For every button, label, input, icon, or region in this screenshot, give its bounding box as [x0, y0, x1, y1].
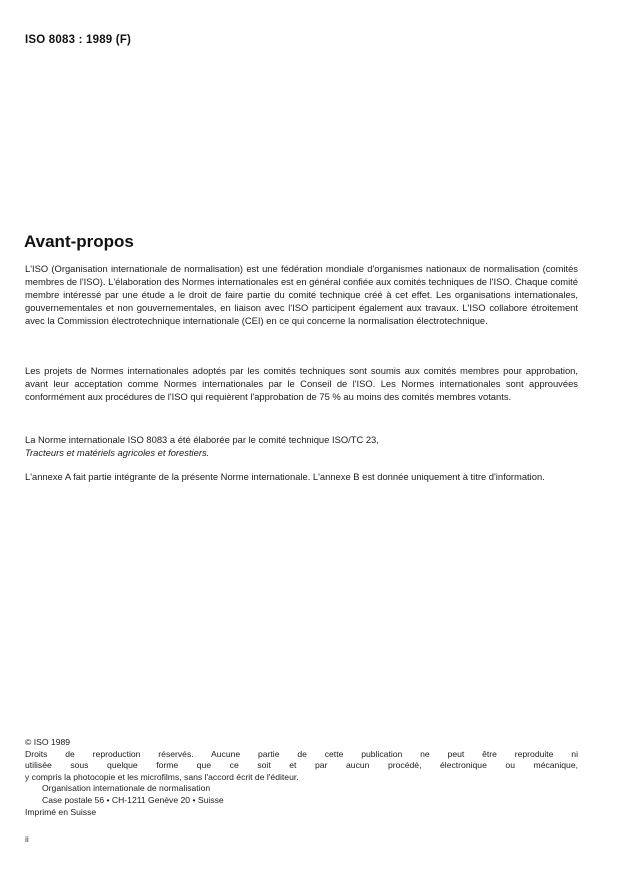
organisation-name: Organisation internationale de normalisation — [42, 783, 211, 794]
committee-text: La Norme internationale ISO 8083 a été élaborée par le comité technique ISO/TC 23, — [25, 434, 379, 445]
organisation-address: Case postale 56 • CH-1211 Genève 20 • Suisse — [42, 794, 224, 805]
paragraph-annexes: L'annexe A fait partie intégrante de la présente Norme internationale. L'annexe B est donnée uniquement à titre d'information. — [25, 471, 545, 482]
paragraph-committee — [25, 434, 578, 460]
rights-line-2: utilisée sous quelque forme que ce soit et par aucun procédé, électronique ou mécanique, — [25, 760, 578, 771]
rights-line-3: y compris la photocopie et les microfilms, sans l'accord écrit de l'éditeur. — [25, 771, 299, 782]
copyright-notice: © ISO 1989 — [25, 737, 71, 747]
section-title: Avant-propos — [24, 232, 134, 251]
page-header: ISO 8083 : 1989 (F) — [25, 34, 132, 46]
page-number: ii — [25, 834, 29, 844]
printed-in: Imprimé en Suisse — [25, 806, 97, 817]
rights-line-1: Droits de reproduction réservés. Aucune partie de cette publication ne peut être reproduite ni — [25, 748, 578, 759]
paragraph-approval-process: Les projets de Normes internationales adoptés par les comités techniques sont soumis aux comités membres pour approbation, avant leur acceptation comme Normes internationales par le Conseil de l'ISO. Les Normes internationales sont approuvées conformément aux procédures de l'ISO qui requièrent l'approbation de 75 % au moins des comités membres votants. — [25, 365, 578, 402]
copyright-block — [25, 737, 578, 818]
committee-title: Tracteurs et matériels agricoles et forestiers. — [25, 446, 210, 458]
paragraph-iso-intro: L'ISO (Organisation internationale de normalisation) est une fédération mondiale d'organismes nationaux de normalisation (comités membres de l'ISO). L'élaboration des Normes internationales est en général confiée aux comités techniques de l'ISO. Chaque comité membre intéressé par une étude a le droit de faire partie du comité technique créé à cet effet. Les organisations internationales, gouvernementales et non gouvernementales, en liaison avec l'ISO participent également aux travaux. L'ISO collabore étroitement avec la Commission électrotechnique internationale (CEI) en ce qui concerne la normalisation électrotechnique. — [25, 263, 578, 326]
